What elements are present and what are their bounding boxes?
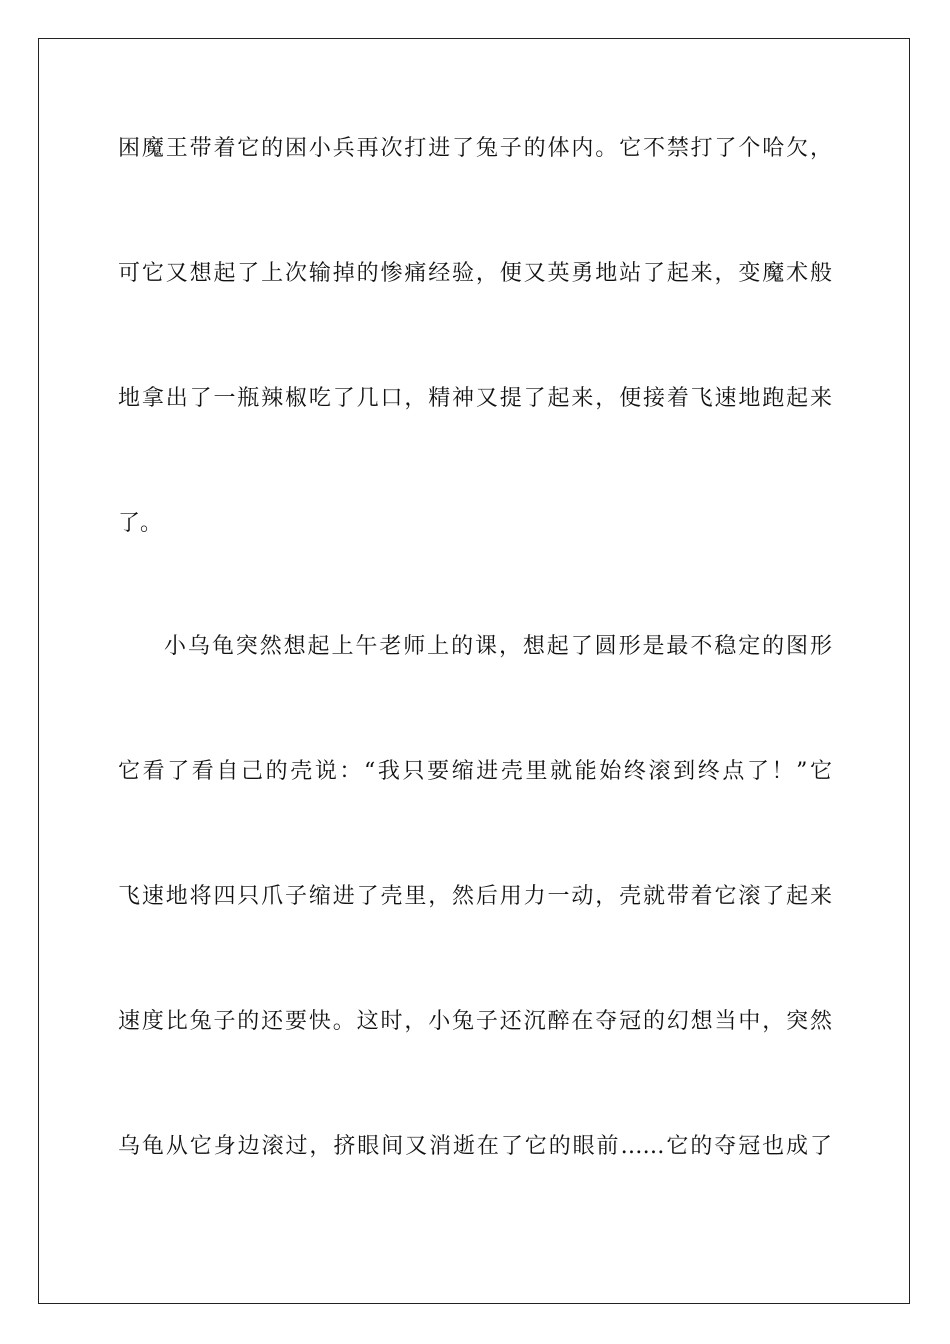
text-line-2: 可它又想起了上次输掉的惨痛经验，便又英勇地站了起来，变魔术般	[118, 261, 832, 286]
text-line-6: 它看了看自己的壳说：“我只要缩进壳里就能始终滚到终点了！”它	[118, 759, 832, 784]
text-line-1: 困魔王带着它的困小兵再次打进了兔子的体内。它不禁打了个哈欠，	[118, 136, 832, 161]
page-border	[38, 38, 910, 1304]
text-line-5: 小乌龟突然想起上午老师上的课，想起了圆形是最不稳定的图形	[164, 634, 832, 659]
text-line-7: 飞速地将四只爪子缩进了壳里，然后用力一动，壳就带着它滚了起来	[118, 884, 832, 909]
text-line-8: 速度比兔子的还要快。这时，小兔子还沉醉在夺冠的幻想当中，突然	[118, 1009, 832, 1034]
text-line-9: 乌龟从它身边滚过，挤眼间又消逝在了它的眼前……它的夺冠也成了	[118, 1134, 832, 1159]
text-line-3: 地拿出了一瓶辣椒吃了几口，精神又提了起来，便接着飞速地跑起来	[118, 386, 832, 411]
text-line-4: 了。	[118, 511, 163, 536]
